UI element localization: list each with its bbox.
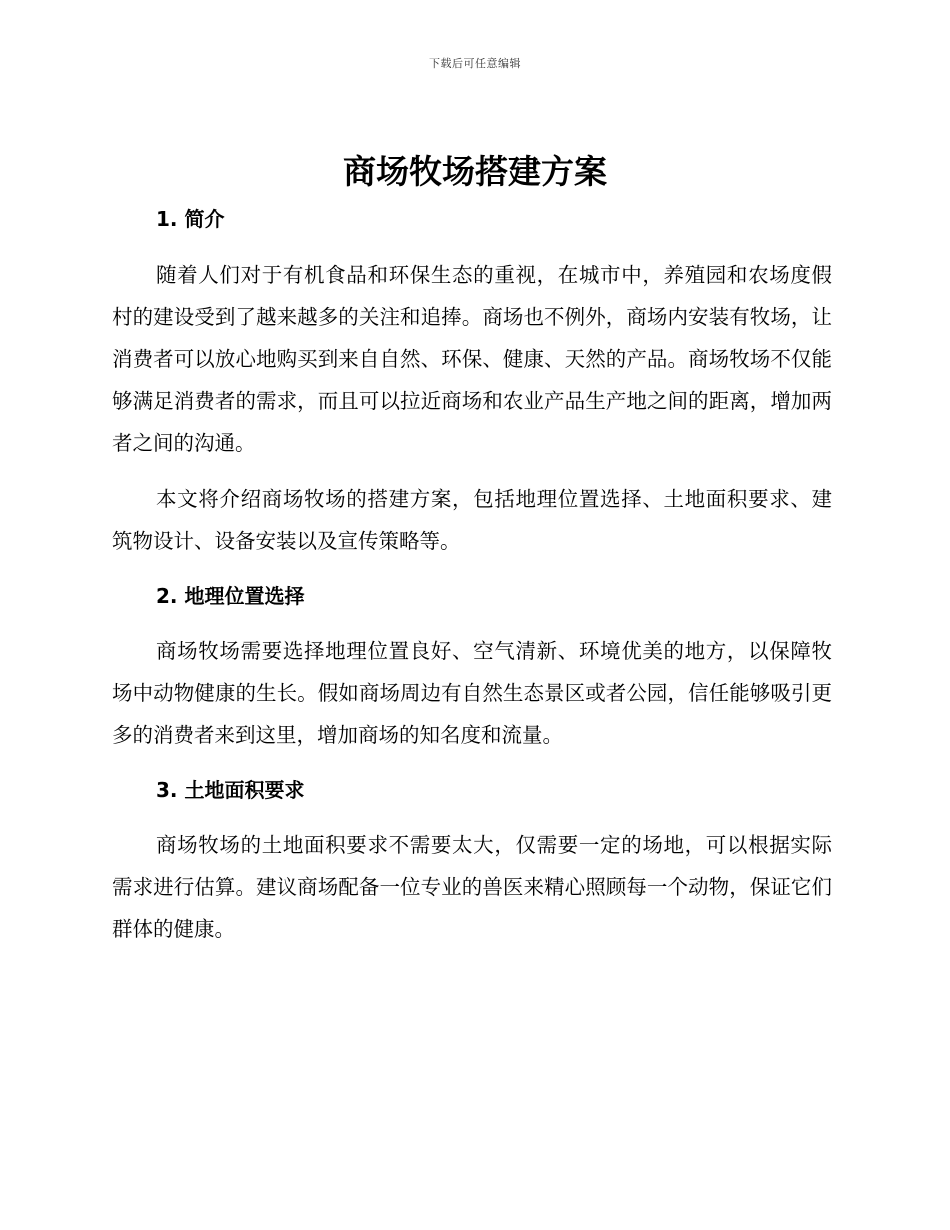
section-heading-location: 2. 地理位置选择 — [156, 584, 305, 608]
paragraph-intro-2: 本文将介绍商场牧场的搭建方案，包括地理位置选择、土地面积要求、建筑物设计、设备安装以及宣传策略等。 — [112, 487, 832, 553]
document-title: 商场牧场搭建方案 — [343, 152, 607, 191]
paragraph-land-area-1: 商场牧场的土地面积要求不需要太大，仅需要一定的场地，可以根据实际需求进行估算。建议商场配备一位专业的兽医来精心照顾每一个动物，保证它们群体的健康。 — [112, 833, 832, 941]
section-heading-intro: 1. 简介 — [156, 207, 225, 231]
section-heading-land-area: 3. 土地面积要求 — [156, 778, 305, 802]
paragraph-intro-1: 随着人们对于有机食品和环保生态的重视，在城市中，养殖园和农场度假村的建设受到了越来越多的关注和追捧。商场也不例外，商场内安装有牧场，让消费者可以放心地购买到来自自然、环保、健康、天然的产品。商场牧场不仅能够满足消费者的需求，而且可以拉近商场和农业产品生产地之间的距离，增加两者之间的沟通。 — [112, 263, 832, 455]
header-note: 下载后可任意编辑 — [429, 57, 521, 70]
paragraph-location-1: 商场牧场需要选择地理位置良好、空气清新、环境优美的地方，以保障牧场中动物健康的生长。假如商场周边有自然生态景区或者公园，信任能够吸引更多的消费者来到这里，增加商场的知名度和流量。 — [112, 639, 832, 747]
